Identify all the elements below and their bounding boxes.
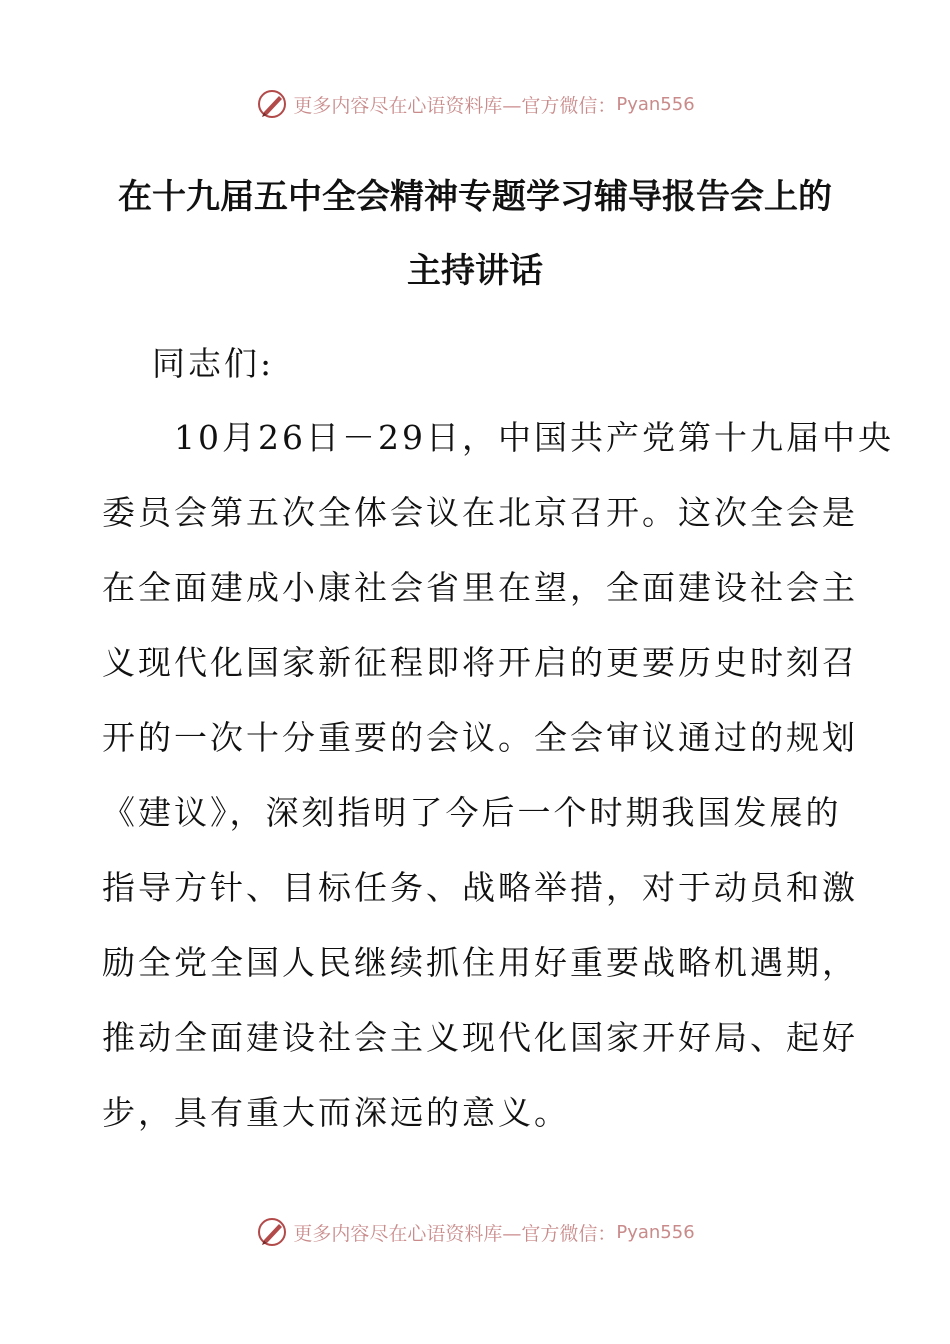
paragraph-line-1: 10月26日－29日，中国共产党第十九届中央	[102, 418, 894, 457]
paragraph-line-4: 义现代化国家新征程即将开启的更要历史时刻召	[102, 643, 858, 682]
footer-watermark	[0, 1212, 950, 1252]
paragraph-line-2: 委员会第五次全体会议在北京召开。这次全会是	[102, 493, 858, 532]
watermark-text: 更多内容尽在心语资料库—官方微信：	[293, 1222, 617, 1245]
watermark-wechat-id: Pyan556	[616, 1221, 695, 1243]
pen-circle-icon	[255, 1215, 289, 1249]
document-title-line-1: 在十九届五中全会精神专题学习辅导报告会上的	[118, 177, 832, 217]
watermark-wechat-id: Pyan556	[616, 93, 695, 115]
greeting: 同志们:	[152, 344, 275, 383]
paragraph-line-7: 指导方针、目标任务、战略举措，对于动员和激	[102, 868, 858, 907]
paragraph-line-6: 《建议》，深刻指明了今后一个时期我国发展的	[102, 793, 842, 832]
paragraph-line-3: 在全面建成小康社会省里在望，全面建设社会主	[102, 568, 858, 607]
paragraph-line-5: 开的一次十分重要的会议。全会审议通过的规划	[102, 718, 858, 757]
paragraph-line-9: 推动全面建设社会主义现代化国家开好局、起好	[102, 1018, 858, 1057]
watermark-text: 更多内容尽在心语资料库—官方微信：	[293, 94, 617, 117]
pen-circle-icon	[255, 87, 289, 121]
header-watermark	[0, 84, 950, 124]
paragraph-line-10: 步，具有重大而深远的意义。	[102, 1093, 570, 1132]
paragraph-line-8: 励全党全国人民继续抓住用好重要战略机遇期，	[102, 943, 858, 982]
document-title-line-2: 主持讲话	[407, 251, 543, 291]
